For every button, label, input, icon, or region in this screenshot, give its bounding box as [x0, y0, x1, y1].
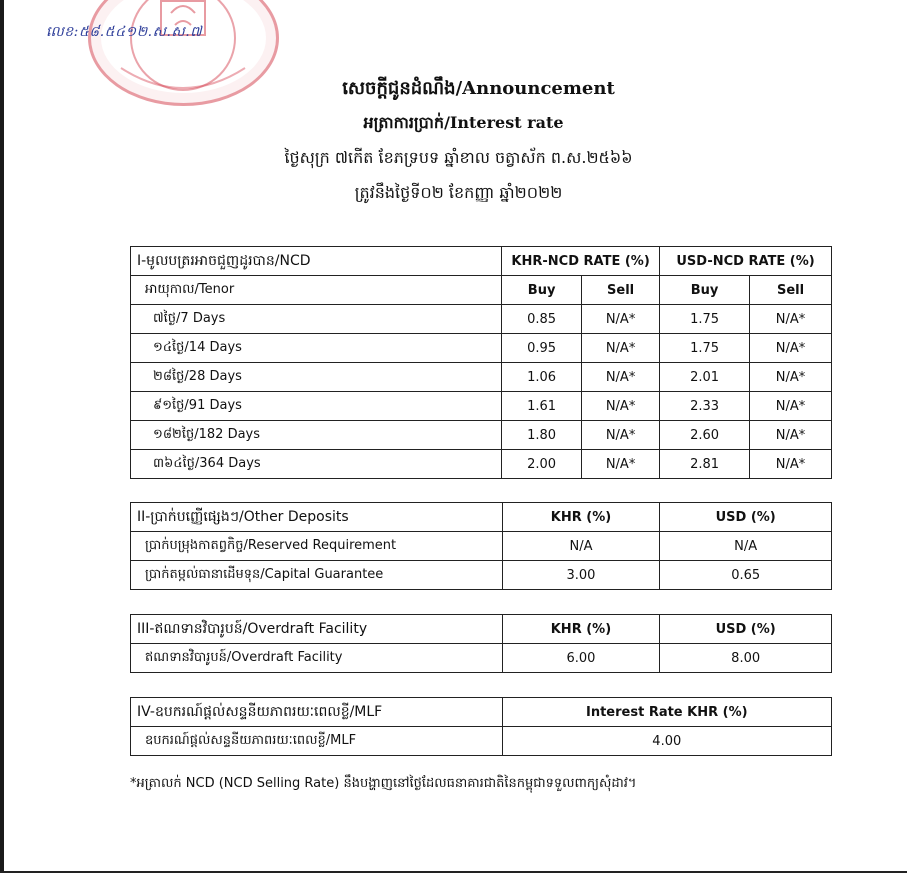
khr-buy-header: Buy — [502, 276, 582, 305]
khr-buy-cell: 2.00 — [502, 450, 582, 479]
table-row — [131, 450, 832, 479]
tenor-cell: ១៨២ថ្ងៃ/182 Days — [131, 421, 502, 450]
khr-header: KHR (%) — [502, 615, 660, 644]
khr-buy-cell: 0.85 — [502, 305, 582, 334]
khr-buy-cell: 1.61 — [502, 392, 582, 421]
table-row — [131, 532, 832, 561]
usd-ncd-rate-header: USD-NCD RATE (%) — [660, 247, 832, 276]
khr-header: KHR (%) — [502, 503, 660, 532]
khr-sell-cell: N/A* — [582, 363, 660, 392]
date-gregorian: ត្រូវនឹងថ្ងៃទី០២ ខែកញ្ញា ឆ្នាំ២០២២ — [354, 183, 563, 202]
usd-sell-cell: N/A* — [750, 450, 832, 479]
usd-sell-cell: N/A* — [750, 421, 832, 450]
usd-sell-header: Sell — [750, 276, 832, 305]
mlf-label: ឧបករណ៍ផ្តល់សន្ទនីយភាពរយៈពេលខ្លី/MLF — [131, 727, 503, 756]
usd-sell-cell: N/A* — [750, 363, 832, 392]
tenor-cell: ១៤ថ្ងៃ/14 Days — [131, 334, 502, 363]
footnote: *អត្រាលក់ NCD (NCD Selling Rate) នឹងបង្ហាញនៅថ្ងៃដែលធនាគារជាតិនៃកម្ពុជាទទួលពាក្យសុំដាវ។ — [130, 776, 637, 791]
usd-buy-cell: 2.33 — [660, 392, 750, 421]
khr-sell-cell: N/A* — [582, 305, 660, 334]
usd-header: USD (%) — [660, 615, 832, 644]
usd-sell-cell: N/A* — [750, 305, 832, 334]
khr-buy-cell: 1.06 — [502, 363, 582, 392]
overdraft-table — [130, 614, 832, 673]
usd-cell: 8.00 — [660, 644, 832, 673]
usd-sell-cell: N/A* — [750, 334, 832, 363]
khr-cell: N/A — [502, 532, 660, 561]
overdraft-header-row — [131, 615, 832, 644]
deposit-label: ប្រាក់តម្កល់ធានាដើមទុន/Capital Guarantee — [131, 561, 503, 590]
announcement-title: សេចក្តីជូនដំណឹង/Announcement — [342, 78, 615, 99]
usd-header: USD (%) — [660, 503, 832, 532]
usd-buy-cell: 2.01 — [660, 363, 750, 392]
announcement-subtitle: អត្រាការប្រាក់/Interest rate — [363, 113, 564, 132]
usd-buy-cell: 1.75 — [660, 334, 750, 363]
table-row — [131, 421, 832, 450]
khr-buy-cell: 0.95 — [502, 334, 582, 363]
mlf-table — [130, 697, 832, 756]
khr-cell: 6.00 — [502, 644, 660, 673]
khr-buy-cell: 1.80 — [502, 421, 582, 450]
usd-buy-cell: 2.60 — [660, 421, 750, 450]
rate-cell: 4.00 — [502, 727, 831, 756]
overdraft-section-title: III-ឥណទានវិបារូបន៍/Overdraft Facility — [131, 615, 503, 644]
usd-buy-header: Buy — [660, 276, 750, 305]
usd-buy-cell: 2.81 — [660, 450, 750, 479]
mlf-header-row — [131, 698, 832, 727]
khr-sell-cell: N/A* — [582, 334, 660, 363]
interest-rate-khr-header: Interest Rate KHR (%) — [502, 698, 831, 727]
usd-sell-cell: N/A* — [750, 392, 832, 421]
khr-sell-cell: N/A* — [582, 421, 660, 450]
tenor-cell: ៣៦៤ថ្ងៃ/364 Days — [131, 450, 502, 479]
deposits-section-title: II-ប្រាក់បញ្ញើផ្សេងៗ/Other Deposits — [131, 503, 503, 532]
usd-cell: N/A — [660, 532, 832, 561]
ncd-rate-table — [130, 246, 832, 479]
deposits-header-row — [131, 503, 832, 532]
khr-sell-cell: N/A* — [582, 450, 660, 479]
deposit-label: ប្រាក់បម្រុងកាតព្វកិច្ច/Reserved Requirement — [131, 532, 503, 561]
ncd-subheader-row — [131, 276, 832, 305]
other-deposits-table — [130, 502, 832, 590]
khr-ncd-rate-header: KHR-NCD RATE (%) — [502, 247, 660, 276]
table-row — [131, 392, 832, 421]
tenor-cell: ៩១ថ្ងៃ/91 Days — [131, 392, 502, 421]
announcement-heading — [0, 72, 907, 210]
ncd-header-row — [131, 247, 832, 276]
reference-number: លេខ:៥៨.៥៤១២.ស.ស.៧ — [46, 24, 203, 40]
overdraft-label: ឥណទានវិបារូបន៍/Overdraft Facility — [131, 644, 503, 673]
khr-cell: 3.00 — [502, 561, 660, 590]
khr-sell-cell: N/A* — [582, 392, 660, 421]
date-khmer-lunar: ថ្ងៃសុក្រ ៧កើត ខែភទ្របទ ឆ្នាំខាល ចត្វាស័ក ព.ស.២៥៦៦ — [284, 148, 633, 167]
mlf-section-title: IV-ឧបករណ៍ផ្តល់សន្ទនីយភាពរយៈពេលខ្លី/MLF — [131, 698, 503, 727]
usd-buy-cell: 1.75 — [660, 305, 750, 334]
table-row — [131, 363, 832, 392]
table-row — [131, 727, 832, 756]
khr-sell-header: Sell — [582, 276, 660, 305]
usd-cell: 0.65 — [660, 561, 832, 590]
tenor-label: អាយុកាល/Tenor — [131, 276, 502, 305]
tenor-cell: ៧ថ្ងៃ/7 Days — [131, 305, 502, 334]
table-row — [131, 305, 832, 334]
table-row — [131, 561, 832, 590]
table-row — [131, 334, 832, 363]
table-row — [131, 644, 832, 673]
tenor-cell: ២៨ថ្ងៃ/28 Days — [131, 363, 502, 392]
ncd-section-title: I-មូលបត្ររអាចជួញដូរបាន/NCD — [131, 247, 502, 276]
